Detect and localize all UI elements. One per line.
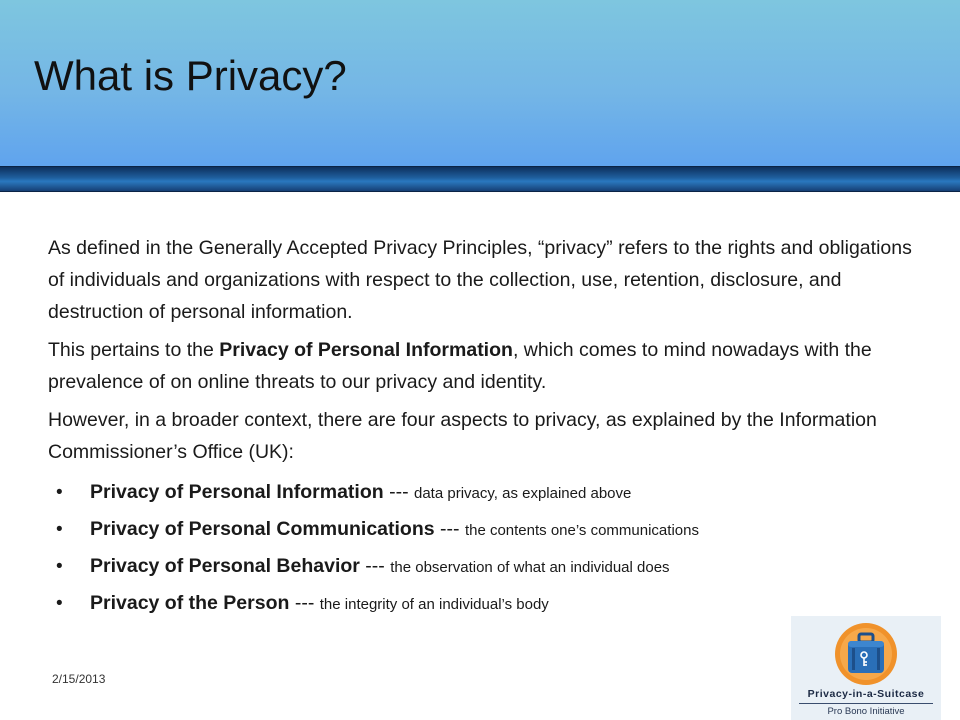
- aspect-name: Privacy of Personal Information: [90, 481, 384, 503]
- aspect-description: the contents one’s communications: [464, 522, 699, 539]
- logo-title: Privacy-in-a-Suitcase: [807, 688, 925, 700]
- aspect-name: Privacy of Personal Behavior: [90, 555, 360, 577]
- bullet-icon: •: [56, 593, 63, 614]
- slide-title: What is Privacy?: [34, 52, 347, 99]
- paragraph-definition: As defined in the Generally Accepted Privacy Principles, “privacy” refers to the rights and obligations of individuals and organizations with respect to the collection, use, retention, disclosure, and destruction of personal information.: [48, 237, 912, 323]
- aspect-name: Privacy of Personal Communications: [90, 518, 435, 540]
- aspect-separator: ---: [383, 481, 414, 503]
- aspect-description: the integrity of an individual’s body: [319, 596, 549, 613]
- logo-subtitle: Pro Bono Initiative: [827, 706, 905, 717]
- banner-divider-bar: [0, 166, 960, 192]
- paragraph-pertains: [48, 334, 912, 398]
- paragraph-aspects-intro: However, in a broader context, there are four aspects to privacy, as explained by the Information Commissioner’s Office (UK):: [48, 409, 877, 463]
- list-item: [48, 585, 912, 622]
- suitcase-icon: [834, 622, 898, 686]
- bullet-icon: •: [56, 519, 63, 540]
- paragraph-pertains-bold: Privacy of Personal Information: [219, 339, 513, 361]
- aspects-list: [48, 474, 912, 622]
- aspect-name: Privacy of the Person: [90, 592, 290, 614]
- aspect-description: data privacy, as explained above: [414, 485, 632, 502]
- aspect-separator: ---: [289, 592, 320, 614]
- aspect-description: the observation of what an individual does: [390, 559, 670, 576]
- list-item: [48, 511, 912, 548]
- title-banner: [0, 0, 960, 168]
- aspect-separator: ---: [434, 518, 465, 540]
- privacy-in-a-suitcase-logo: [791, 616, 941, 720]
- aspect-separator: ---: [359, 555, 391, 577]
- list-item: [48, 474, 912, 511]
- list-item: [48, 548, 912, 585]
- bullet-icon: •: [56, 556, 63, 577]
- bullet-icon: •: [56, 482, 63, 503]
- logo-divider: [799, 703, 933, 704]
- paragraph-pertains-prefix: This pertains to the: [48, 339, 220, 361]
- paragraph-pertains-suffix: , which comes to mind nowadays with the prevalence of on online threats to our privacy and identity.: [48, 339, 872, 393]
- slide-date: 2/15/2013: [52, 672, 106, 686]
- slide-body: [48, 232, 912, 622]
